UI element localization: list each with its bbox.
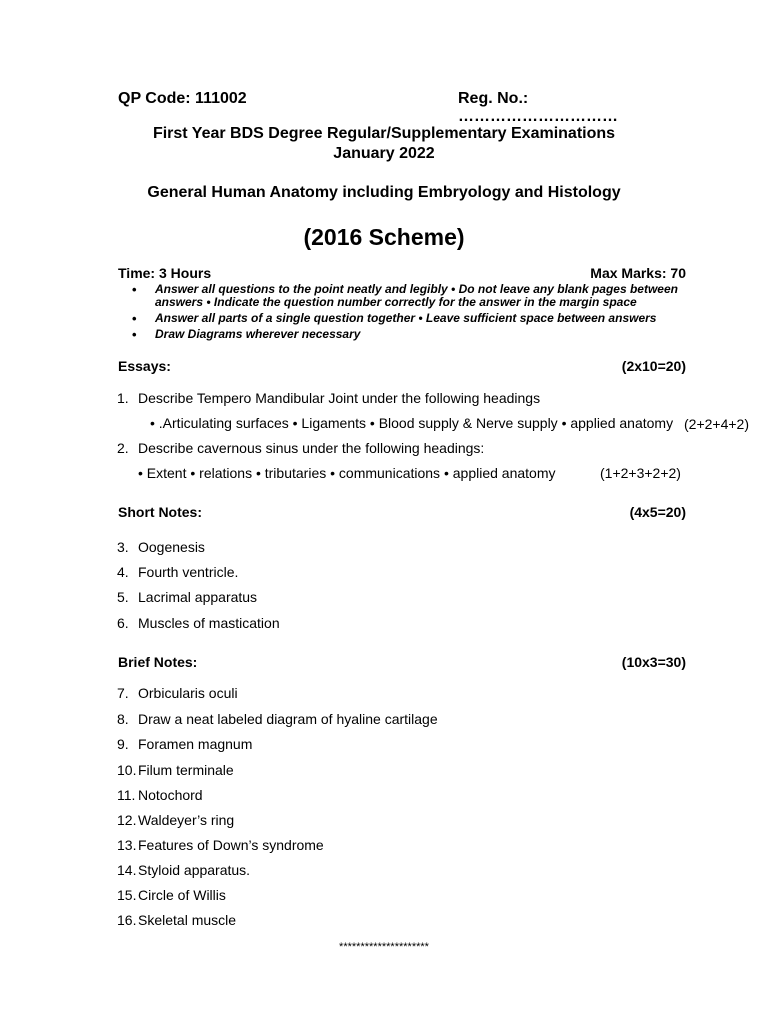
question-text: Orbicularis oculi (138, 685, 238, 701)
question-14 (117, 862, 250, 878)
question-6 (117, 615, 280, 631)
question-11 (117, 787, 203, 803)
question-4 (117, 564, 238, 580)
reg-no: Reg. No.: ………………………… (458, 90, 618, 125)
instruction-item: • Draw Diagrams wherever necessary (132, 328, 692, 341)
time-marks-row (118, 265, 686, 281)
question-text: Circle of Willis (138, 887, 226, 903)
brief-notes-marks: (10x3=30) (621, 654, 686, 670)
question-text: Skeletal muscle (138, 912, 237, 928)
question-number: 9. (117, 736, 129, 752)
exam-title: First Year BDS Degree Regular/Supplementary Examinations (152, 125, 616, 142)
essays-heading-row (118, 358, 686, 374)
instruction-item: • Answer all questions to the point neatly and legibly • Do not leave any blank pages between answers • Indicate the question number correctly for the answer in the margin space (132, 283, 692, 309)
question-text: Notochord (138, 787, 203, 803)
question-text: Oogenesis (138, 539, 205, 555)
question-text: Draw a neat labeled diagram of hyaline cartilage (138, 711, 438, 727)
time-allowed: Time: 3 Hours (118, 265, 212, 281)
end-of-paper-stars: ********************* (339, 941, 429, 953)
question-5 (117, 589, 257, 605)
exam-date: January 2022 (333, 145, 435, 162)
question-text: Features of Down’s syndrome (138, 837, 324, 853)
question-7 (117, 685, 238, 701)
question-2-marks: (1+2+3+2+2) (600, 465, 681, 481)
question-text: Describe cavernous sinus under the following headings: (138, 440, 485, 456)
question-9 (117, 736, 252, 752)
question-number: 4. (117, 564, 129, 580)
question-1 (117, 390, 540, 406)
instruction-item: • Answer all parts of a single question together • Leave sufficient space between answers (132, 312, 692, 325)
question-number: 2. (117, 440, 129, 456)
question-2-parts: • Extent • relations • tributaries • communications • applied anatomy (138, 465, 556, 481)
question-16 (117, 912, 236, 928)
question-number: 7. (117, 685, 129, 701)
scheme-title: (2016 Scheme) (303, 224, 465, 250)
question-2 (117, 440, 484, 456)
question-text: Filum terminale (138, 762, 234, 778)
short-notes-marks: (4x5=20) (629, 504, 686, 520)
question-text: Styloid apparatus. (138, 862, 251, 878)
question-number: 6. (117, 615, 129, 631)
short-notes-heading-row (118, 504, 686, 520)
essays-marks: (2x10=20) (621, 358, 686, 374)
question-number: 8. (117, 711, 129, 727)
short-notes-heading: Short Notes: (118, 504, 202, 520)
question-number: 1. (117, 390, 129, 406)
question-text: Foramen magnum (138, 736, 253, 752)
question-15 (117, 887, 226, 903)
question-number: 15. (117, 887, 137, 903)
question-text: Lacrimal apparatus (138, 589, 258, 605)
question-text: Describe Tempero Mandibular Joint under the following headings (138, 390, 541, 406)
question-number: 13. (117, 837, 137, 853)
question-3 (117, 539, 205, 555)
header-row (118, 90, 686, 125)
question-text: Muscles of mastication (138, 615, 280, 631)
question-number: 10. (117, 762, 137, 778)
qp-code: QP Code: 111002 (118, 90, 247, 107)
question-13 (117, 837, 324, 853)
subject-title: General Human Anatomy including Embryology and Histology (147, 184, 621, 201)
question-text: Waldeyer’s ring (138, 812, 235, 828)
question-1-parts: • .Articulating surfaces • Ligaments • Blood supply & Nerve supply • applied anatomy (150, 415, 674, 431)
max-marks: Max Marks: 70 (590, 265, 686, 281)
question-number: 14. (117, 862, 137, 878)
question-1-marks: (2+2+4+2) (684, 416, 749, 432)
brief-notes-heading-row (118, 654, 686, 670)
question-number: 3. (117, 539, 129, 555)
question-8 (117, 711, 438, 727)
question-number: 12. (117, 812, 137, 828)
question-number: 5. (117, 589, 129, 605)
question-12 (117, 812, 234, 828)
brief-notes-heading: Brief Notes: (118, 654, 198, 670)
question-text: Fourth ventricle. (138, 564, 239, 580)
essays-heading: Essays: (118, 358, 171, 374)
instructions-list (132, 283, 692, 344)
question-10 (117, 762, 234, 778)
question-number: 11. (117, 787, 136, 803)
question-number: 16. (117, 912, 137, 928)
